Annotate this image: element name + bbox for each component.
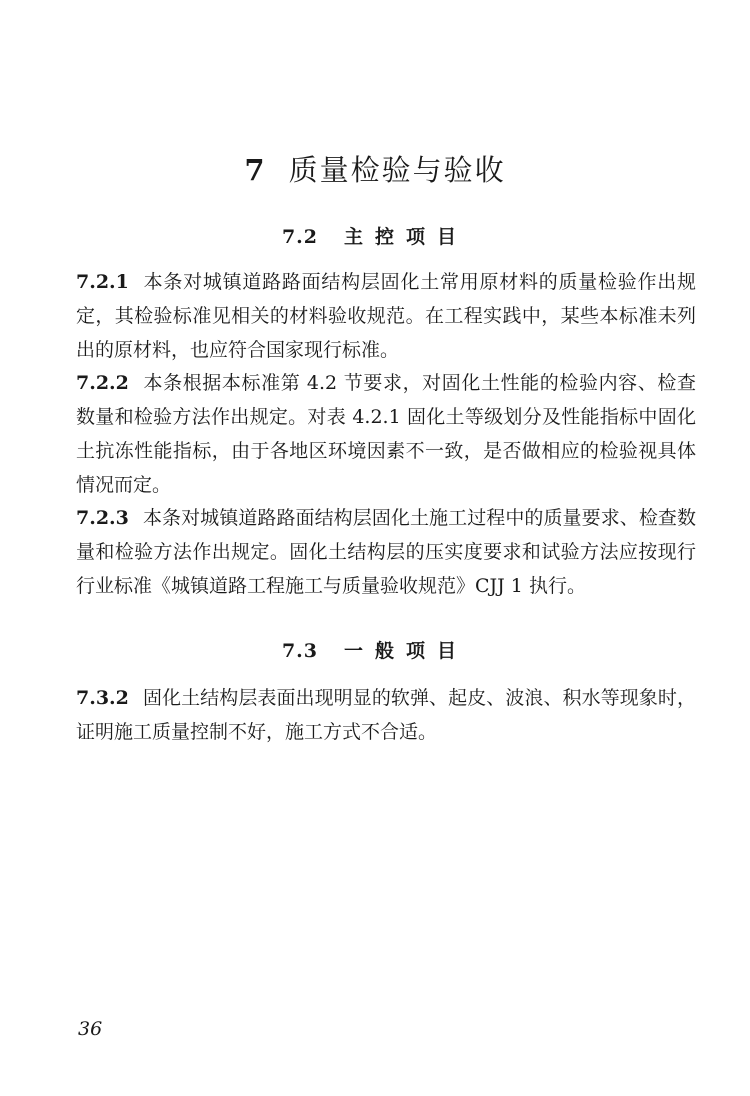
- clause-text: 本条对城镇道路路面结构层固化土施工过程中的质量要求、检查数量和检验方法作出规定。固化土结构层的压实度要求和试验方法应按现行行业标准《城镇道路工程施工与质量验收规范》CJJ 1 执行。: [76, 507, 696, 597]
- section-title-7-3: [0, 636, 750, 663]
- clause-7-2-3: [76, 501, 696, 603]
- clause-number: 7.2.1: [76, 271, 129, 293]
- chapter-number: 7: [244, 153, 267, 187]
- clause-text: 固化土结构层表面出现明显的软弹、起皮、波浪、积水等现象时，证明施工质量控制不好，施工方式不合适。: [76, 687, 696, 743]
- clause-number: 7.3.2: [76, 687, 129, 709]
- section-title-7-2: [0, 222, 750, 249]
- clause-7-2-2: [76, 366, 696, 502]
- clause-text: 本条对城镇道路路面结构层固化土常用原材料的质量检验作出规定，其检验标准见相关的材料验收规范。在工程实践中，某些本标准未列出的原材料，也应符合国家现行标准。: [76, 271, 696, 361]
- clause-text: 本条根据本标准第 4.2 节要求，对固化土性能的检验内容、检查数量和检验方法作出规定。对表 4.2.1 固化土等级划分及性能指标中固化土抗冻性能指标，由于各地区环境因素不一致，是否做相应的检验视具体情况而定。: [76, 372, 696, 496]
- section-title-text: 一般项目: [344, 640, 469, 662]
- clause-number: 7.2.3: [76, 507, 129, 529]
- chapter-title-text: 质量检验与验收: [288, 153, 506, 187]
- clause-7-2-1: [76, 265, 696, 367]
- section-title-text: 主控项目: [344, 226, 469, 248]
- section-number: 7.3: [281, 640, 319, 662]
- clause-7-3-2: [76, 681, 696, 749]
- page-number: 36: [78, 1018, 103, 1040]
- clause-number: 7.2.2: [76, 372, 129, 394]
- section-number: 7.2: [281, 226, 319, 248]
- chapter-title: [0, 148, 750, 189]
